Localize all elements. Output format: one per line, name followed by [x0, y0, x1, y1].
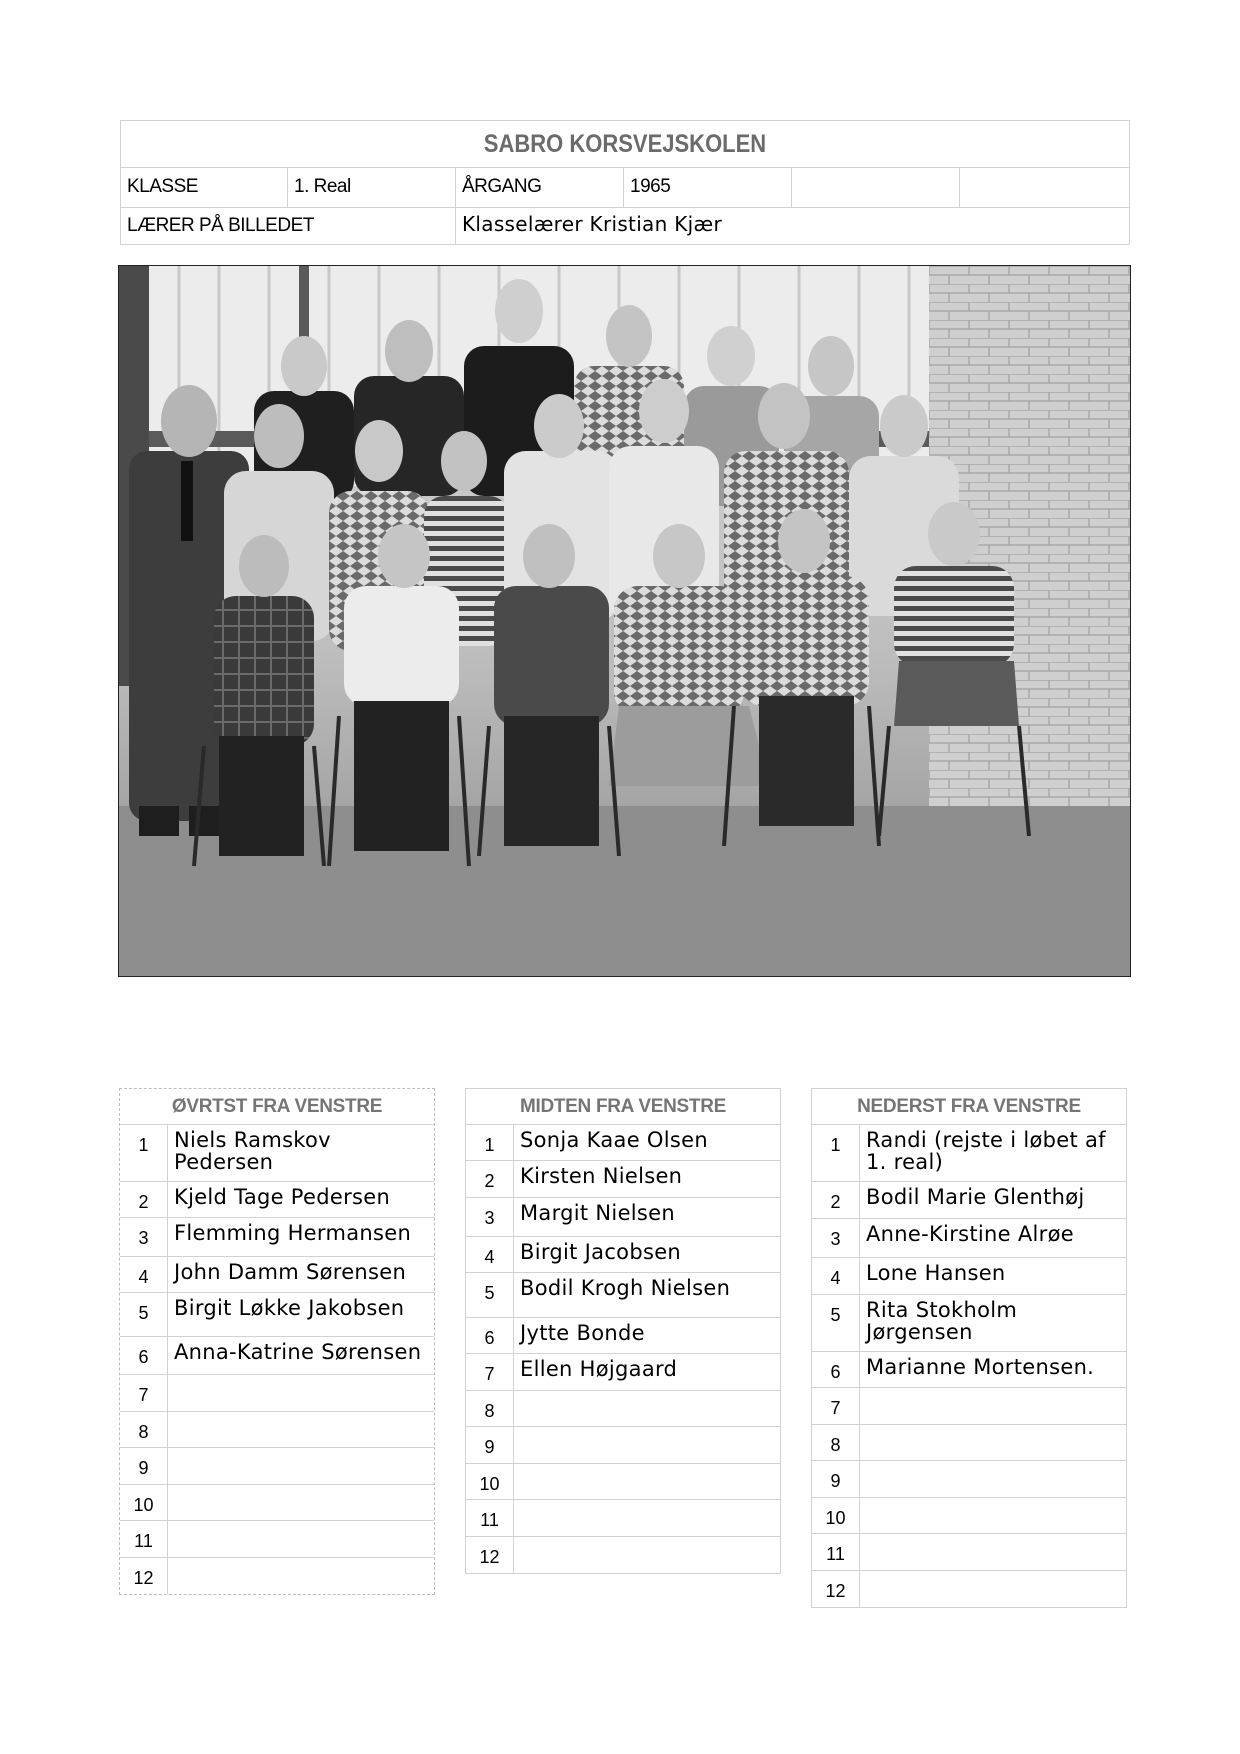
table-row: [812, 1125, 1126, 1182]
school-name: SABRO KORSVEJSKOLEN: [483, 130, 767, 158]
table-row: [466, 1273, 780, 1318]
row-number: 8: [812, 1425, 860, 1460]
row-number: 7: [812, 1388, 860, 1424]
row-name: [168, 1412, 434, 1416]
table-row: [120, 1182, 434, 1218]
row-number: 12: [466, 1537, 514, 1573]
klasse-label: KLASSE: [121, 168, 288, 207]
table-title: NEDERST FRA VENSTRE: [812, 1089, 1126, 1125]
row-name: Bodil Krogh Nielsen: [520, 1276, 731, 1300]
table-row: [466, 1500, 780, 1537]
row-name: [168, 1521, 434, 1525]
row-number: 5: [120, 1293, 168, 1336]
table-row: [466, 1464, 780, 1500]
table-row: [812, 1498, 1126, 1534]
row-number: 3: [466, 1198, 514, 1236]
row-name: Margit Nielsen: [520, 1201, 675, 1225]
row-number: 1: [120, 1125, 168, 1181]
table-row: [466, 1161, 780, 1198]
row-number: 3: [812, 1219, 860, 1257]
row-number: 12: [812, 1571, 860, 1607]
row-number: 10: [120, 1485, 168, 1520]
table-row: [120, 1337, 434, 1375]
table-row: [812, 1461, 1126, 1498]
school-row: [121, 121, 1129, 168]
row-name: Ellen Højgaard: [520, 1357, 678, 1381]
row-name: [514, 1537, 780, 1541]
row-name: Lone Hansen: [866, 1261, 1006, 1285]
row-name: [168, 1558, 434, 1562]
table-row: [120, 1375, 434, 1412]
row-name: Marianne Mortensen.: [866, 1355, 1095, 1379]
row-number: 3: [120, 1218, 168, 1256]
row-name: [514, 1427, 780, 1431]
table-row: [812, 1182, 1126, 1219]
row-name: [514, 1391, 780, 1395]
row-number: 9: [120, 1448, 168, 1484]
row-number: 4: [120, 1257, 168, 1292]
klasse-value: 1. Real: [288, 168, 456, 207]
table-row: [466, 1237, 780, 1273]
table-row: [812, 1388, 1126, 1425]
teacher-row: [121, 208, 1129, 245]
row-name: [514, 1500, 780, 1504]
row-name: [860, 1388, 1126, 1392]
argang-value: 1965: [624, 168, 792, 207]
table-row: [120, 1558, 434, 1594]
table-row: [466, 1354, 780, 1391]
row-number: 8: [120, 1412, 168, 1447]
row-name: Anna-Katrine Sørensen: [174, 1340, 422, 1364]
table-row: [466, 1318, 780, 1354]
table-row: [812, 1219, 1126, 1258]
row-name: Rita Stokholm Jørgensen: [866, 1298, 1018, 1344]
table-row: [812, 1352, 1126, 1388]
table-row: [120, 1485, 434, 1521]
table-row: [120, 1448, 434, 1485]
row-number: 5: [466, 1273, 514, 1317]
row-name: [860, 1571, 1126, 1575]
row-number: 2: [812, 1182, 860, 1218]
row-name: [168, 1448, 434, 1452]
row-name: Sonja Kaae Olsen: [520, 1128, 708, 1152]
empty-cell: [960, 168, 1129, 207]
class-photo: [118, 265, 1131, 977]
row-number: 6: [466, 1318, 514, 1353]
row-name: Birgit Jacobsen: [520, 1240, 682, 1264]
row-number: 12: [120, 1558, 168, 1594]
table-row: [466, 1198, 780, 1237]
row-number: 11: [812, 1534, 860, 1570]
row-name: Anne-Kirstine Alrøe: [866, 1222, 1074, 1246]
row-number: 7: [120, 1375, 168, 1411]
row-name: [860, 1461, 1126, 1465]
row-name: Kirsten Nielsen: [520, 1164, 683, 1188]
row-name: Birgit Løkke Jakobsen: [174, 1296, 405, 1320]
row-number: 5: [812, 1295, 860, 1351]
row-number: 2: [466, 1161, 514, 1197]
row-number: 1: [466, 1125, 514, 1160]
row-number: 11: [466, 1500, 514, 1536]
row-name: Randi (rejste i løbet af 1. real): [866, 1128, 1106, 1174]
row-name: Bodil Marie Glenthøj: [866, 1185, 1085, 1209]
table-row: [120, 1257, 434, 1293]
row-name: Jytte Bonde: [520, 1321, 645, 1345]
row-number: 9: [812, 1461, 860, 1497]
row-name: Niels Ramskov Pedersen: [174, 1128, 331, 1174]
row-name: [860, 1498, 1126, 1502]
row-name: [860, 1425, 1126, 1429]
row-number: 10: [466, 1464, 514, 1499]
table-row: [120, 1521, 434, 1558]
teacher-label: LÆRER PÅ BILLEDET: [121, 208, 456, 245]
row-number: 10: [812, 1498, 860, 1533]
names-table-bottom: [811, 1088, 1127, 1608]
row-name: [168, 1485, 434, 1489]
names-table-middle: [465, 1088, 781, 1574]
table-row: [120, 1125, 434, 1182]
table-title: MIDTEN FRA VENSTRE: [466, 1089, 780, 1125]
row-name: Kjeld Tage Pedersen: [174, 1185, 391, 1209]
row-number: 8: [466, 1391, 514, 1426]
info-header: [120, 120, 1130, 245]
row-name: [860, 1534, 1126, 1538]
table-row: [812, 1571, 1126, 1607]
teacher-name: Klasselærer Kristian Kjær: [462, 212, 722, 236]
row-number: 2: [120, 1182, 168, 1217]
row-name: John Damm Sørensen: [174, 1260, 407, 1284]
table-row: [120, 1218, 434, 1257]
names-table-top: [119, 1088, 435, 1595]
table-row: [466, 1427, 780, 1464]
table-title: ØVRTST FRA VENSTRE: [120, 1089, 434, 1125]
table-row: [466, 1537, 780, 1573]
table-row: [812, 1295, 1126, 1352]
table-row: [466, 1125, 780, 1161]
row-name: [514, 1464, 780, 1468]
table-row: [812, 1425, 1126, 1461]
row-number: 6: [120, 1337, 168, 1374]
table-row: [812, 1258, 1126, 1295]
row-number: 7: [466, 1354, 514, 1390]
row-number: 1: [812, 1125, 860, 1181]
table-row: [120, 1293, 434, 1337]
empty-cell: [792, 168, 960, 207]
class-row: [121, 168, 1129, 208]
row-number: 11: [120, 1521, 168, 1557]
row-number: 9: [466, 1427, 514, 1463]
argang-label: ÅRGANG: [456, 168, 624, 207]
table-row: [812, 1534, 1126, 1571]
row-number: 4: [466, 1237, 514, 1272]
row-number: 4: [812, 1258, 860, 1294]
class-photo-image: [119, 266, 1130, 976]
row-name: [168, 1375, 434, 1379]
table-row: [120, 1412, 434, 1448]
row-name: Flemming Hermansen: [174, 1221, 412, 1245]
table-row: [466, 1391, 780, 1427]
row-number: 6: [812, 1352, 860, 1387]
